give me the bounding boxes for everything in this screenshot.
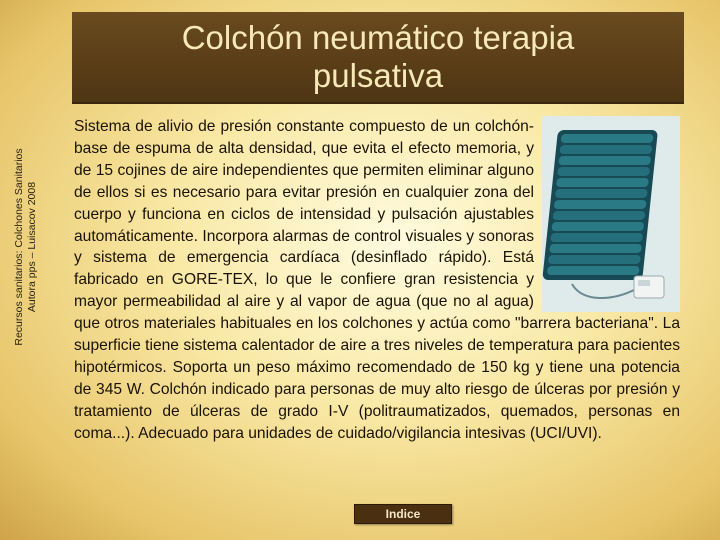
side-credit [4,112,48,382]
side-credit-line-2: Autora pps – Luisacov 2008 [26,181,38,313]
indice-button[interactable]: Indice [354,504,452,524]
slide-title-line-1: Colchón neumático terapia [181,19,575,56]
mattress-image [542,116,680,312]
side-credit-line-1: Recursos sanitarios: Colchones Sanitarios [13,148,25,346]
description-block [74,116,680,445]
title-banner [72,12,684,104]
description-text: Sistema de alivio de presión constante compuesto de un colchón-base de espuma de alta densidad, que evita el efecto memoria, y de 15 cojines de aire independientes que permiten eliminar alguno de ellos si es necesario para evitar presión en cualquier zona del cuerpo y funciona en ciclos de intensidad y pulsación ajustables automáticamente. Incorpora alarmas de control visuales y sonoras y sistema de emergencia cardíaca (desinflado rápido). Está fabricado en GORE-TEX, lo que le confiere gran resistencia y mayor permeabilidad al aire y al vapor de agua (que no al agua) que otros materiales habituales en los colchones y actúa como "barrera bacteriana". La superficie tiene sistema calentador de aire a tres niveles de temperatura para pacientes hipotérmicos. Soporta un peso máximo recomendado de 150 kg y tiene una potencia de 345 W. Colchón indicado para personas de muy alto riesgo de úlceras por presión y tratamiento de úlceras de grado I-V (politraumatizados, quemados, personas en coma...). Adecuado para unidades de cuidado/vigilancia intesivas (UCI/UVI). [74,118,680,442]
air-mattress-illustration [542,116,680,312]
slide-title-line-2: pulsativa [312,57,444,94]
